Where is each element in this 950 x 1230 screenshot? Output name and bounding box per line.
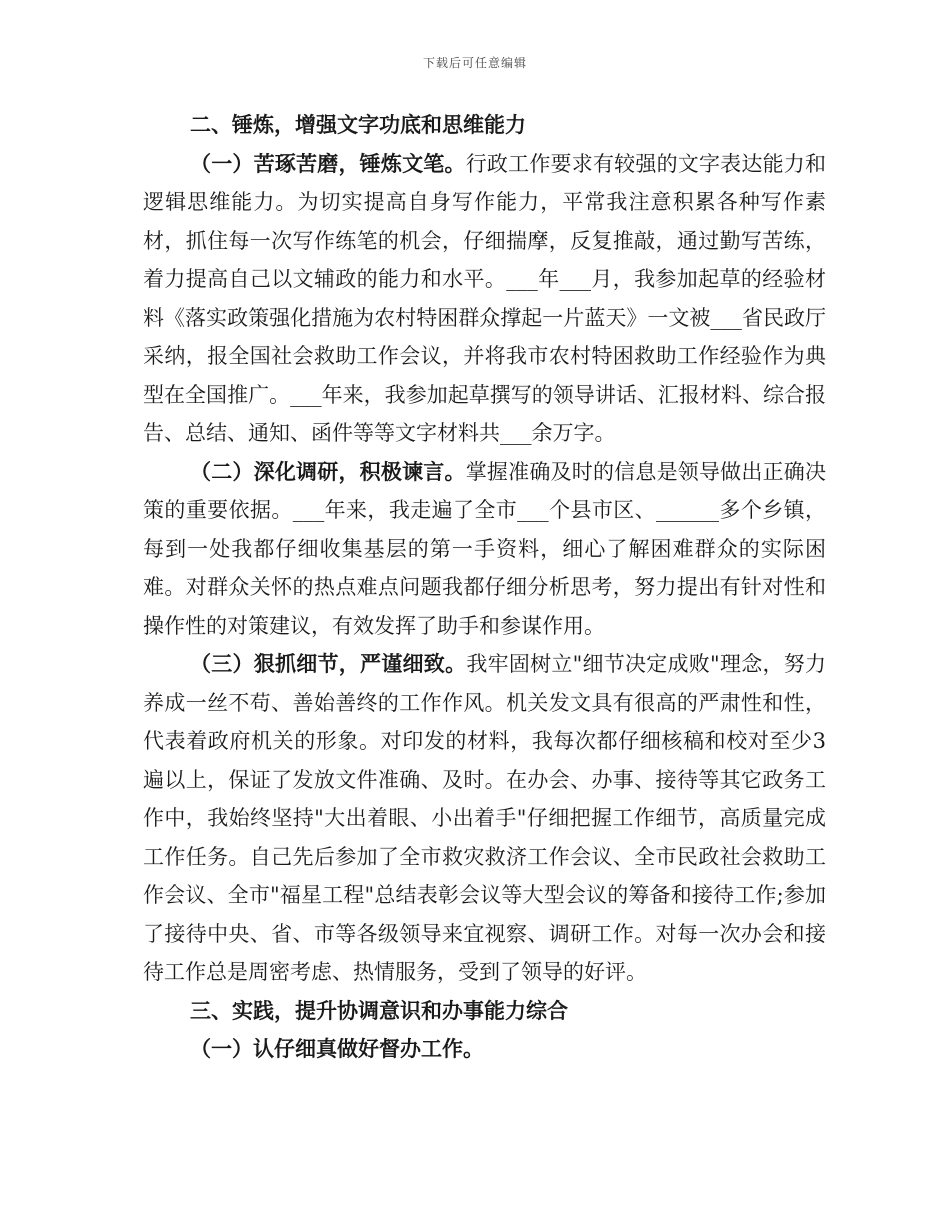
paragraph-2 bbox=[143, 453, 826, 646]
sub-heading-3-1: （一）认仔细真做好督办工作。 bbox=[190, 1036, 484, 1061]
paragraph-3 bbox=[143, 645, 826, 992]
paragraph-1 bbox=[143, 145, 826, 453]
paragraph-3-lead: （三）狠抓细节，严谨细致。 bbox=[190, 651, 467, 676]
section-heading-2: 二、锤炼，增强文字功底和思维能力 bbox=[190, 112, 526, 137]
paragraph-1-text: 行政工作要求有较强的文字表达能力和逻辑思维能力。为切实提高自身写作能力，平常我注意积累各种写作素材，抓住每一次写作练笔的机会，仔细揣摩，反复推敲，通过勤写苦练，着力提高自己以文辅政的能力和水平。___年___月，我参加起草的经验材料《落实政策强化措施为农村特困群众撑起一片蓝天》一文被___省民政厅采纳，报全国社会救助工作会议，并将我市农村特困救助工作经验作为典型在全国推广。___年来，我参加起草撰写的领导讲话、汇报材料、综合报告、总结、通知、函件等等文字材料共___余万字。 bbox=[143, 151, 827, 445]
paragraph-2-text: 掌握准确及时的信息是领导做出正确决策的重要依据。___年来，我走遍了全市___个县市区、______多个乡镇，每到一处我都仔细收集基层的第一手资料，细心了解困难群众的实际困难。对群众关怀的热点难点问题我都仔细分析思考，努力提出有针对性和操作性的对策建议，有效发挥了助手和参谋作用。 bbox=[143, 459, 827, 638]
section-heading-3: 三、实践，提升协调意识和办事能力综合 bbox=[190, 997, 568, 1023]
paragraph-3-text: 我牢固树立"细节决定成败"理念，努力养成一丝不苟、善始善终的工作作风。机关发文具有很高的严肃性和性，代表着政府机关的形象。对印发的材料，我每次都仔细核稿和校对至少3遍以上，保证了发放文件准确、及时。在办会、办事、接待等其它政务工作中，我始终坚持"大出着眼、小出着手"仔细把握工作细节，高质量完成工作任务。自己先后参加了全市救灾救济工作会议、全市民政社会救助工作会议、全市"福星工程"总结表彰会议等大型会议的筹备和接待工作;参加了接待中央、省、市等各级领导来宜视察、调研工作。对每一次办会和接待工作总是周密考虑、热情服务，受到了领导的好评。 bbox=[143, 652, 826, 984]
paragraph-2-lead: （二）深化调研，积极谏言。 bbox=[190, 458, 466, 484]
paragraph-1-lead: （一）苦琢苦磨，锤炼文笔。 bbox=[190, 150, 466, 176]
document-body bbox=[143, 106, 826, 1069]
header-note: 下载后可任意编辑 bbox=[422, 56, 527, 70]
